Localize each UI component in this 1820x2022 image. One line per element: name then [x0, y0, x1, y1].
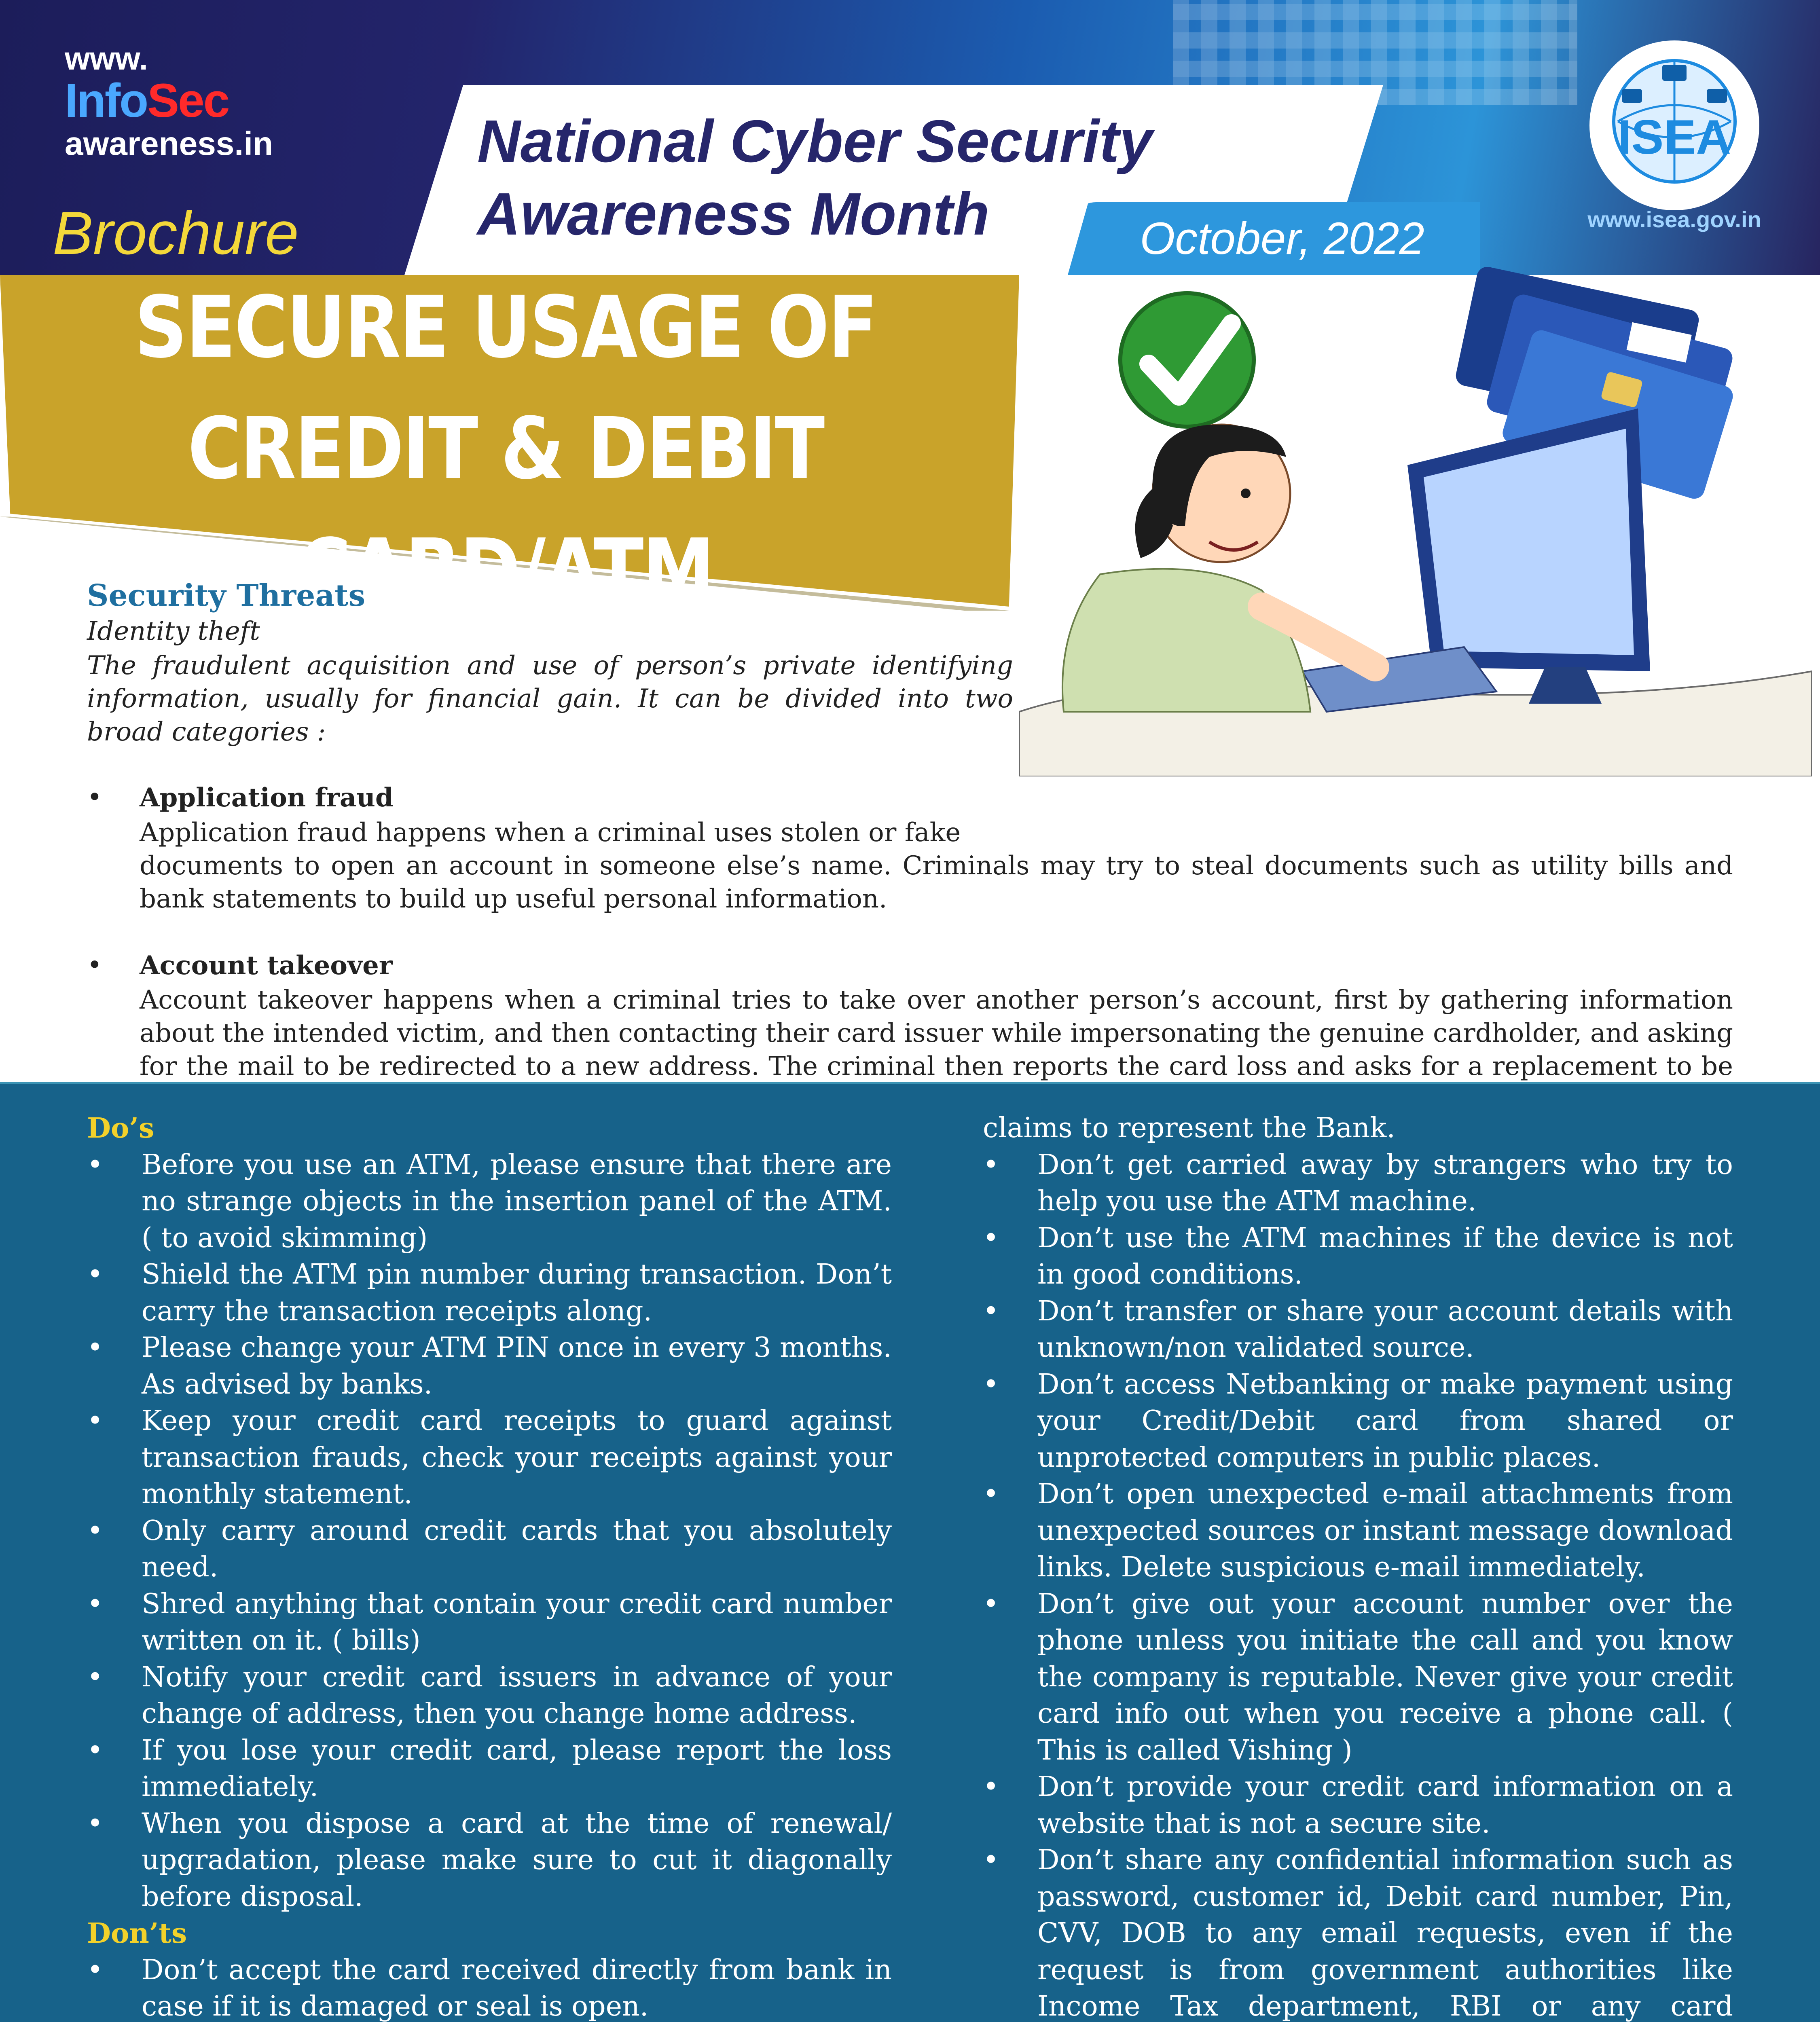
application-fraud-text: documents to open an account in someone else’s name. Criminals may try to steal documents such as utility bills and bank statements to build up useful personal information. [140, 851, 1733, 914]
woman-using-computer-illustration [1019, 267, 1812, 776]
list-item: • Notify your credit card issuers in advance of your change of address, then you change home address. [87, 1659, 892, 1732]
dos-heading: Do’s [87, 1112, 154, 1144]
list-item: • Don’t accept the card received directly from bank in case if it is damaged or seal is open. [87, 1952, 892, 2022]
list-item: • Don’t get carried away by strangers who try to help you use the ATM machine. [983, 1147, 1733, 1220]
section-title-security-threats: Security Threats [87, 578, 366, 613]
date-label: October, 2022 [1140, 213, 1424, 264]
dos-list [87, 1147, 892, 1916]
logo-brand: InfoSec [65, 74, 229, 127]
list-item: • Don’t transfer or share your account details with unknown/non validated source. [983, 1293, 1733, 1366]
list-item: • If you lose your credit card, please report the loss immediately. [87, 1732, 892, 1806]
list-item: • Before you use an ATM, please ensure that there are no strange objects in the insertion panel of the ATM. ( to avoid skimming) [87, 1147, 892, 1257]
list-item-continuation: claims to represent the Bank. [983, 1112, 1395, 1144]
account-takeover-title: Account takeover [140, 950, 393, 981]
identity-theft-title: Identity theft [87, 616, 260, 646]
list-item: • Shield the ATM pin number during transaction. Don’t carry the transaction receipts along. [87, 1256, 892, 1330]
isea-logo-text: ISEA [1617, 110, 1731, 164]
bullet-icon: • [87, 950, 102, 980]
brochure-label: Brochure [53, 199, 299, 267]
list-item: • Don’t use the ATM machines if the device is not in good conditions. [983, 1220, 1733, 1293]
infosec-awareness-logo[interactable] [65, 40, 315, 174]
application-fraud-title: Application fraud [140, 783, 394, 813]
bullet-icon: • [87, 783, 102, 812]
list-item: • Don’t access Netbanking or make payment using your Credit/Debit card from shared or unprotected computers in public places. [983, 1366, 1733, 1476]
logo-awareness: awareness.in [65, 125, 273, 162]
list-item: • Don’t provide your credit card information on a website that is not a secure site. [983, 1769, 1733, 1842]
banner-title: SECURE USAGE OF CREDIT & DEBIT CARD/ATM [134, 278, 877, 620]
list-item: • Only carry around credit cards that you absolutely need. [87, 1513, 892, 1586]
list-item: • Please change your ATM PIN once in every 3 months. As advised by banks. [87, 1330, 892, 1403]
identity-theft-description: The fraudulent acquisition and use of person’s private identifying information, usually for financial gain. It can be divided into two broad categories : [87, 651, 1013, 747]
logo-www: www. [65, 40, 148, 76]
donts-list-left [87, 1952, 892, 2022]
list-item: • Don’t share any confidential information such as password, customer id, Debit card number, Pin, CVV, DOB to any email requests, even if the request is from government authorities like Income Tax department, RBI or any card [983, 1842, 1733, 2022]
list-item: • Don’t open unexpected e-mail attachments from unexpected sources or instant message download links. Delete suspicious e-mail immediately. [983, 1476, 1733, 1586]
checkmark-icon [1120, 293, 1254, 427]
list-item: • When you dispose a card at the time of renewal/ upgradation, please make sure to cut it diagonally before disposal. [87, 1806, 892, 1916]
list-item: • Don’t give out your account number over the phone unless you initiate the call and you know the company is reputable. Never give your credit card info out when you receive a phone call. ( This is called Vishing ) [983, 1586, 1733, 1769]
dos-donts-left-column [87, 1110, 892, 2022]
account-takeover-text: Account takeover happens when a criminal tries to take over another person’s account, first by gathering information about the intended victim, and then contacting their card issuer while impersonating the genuine cardholder, and asking for the mail to be redirected to a new address. The criminal then reports the card loss and asks for a replacement to be [140, 985, 1733, 1081]
donts-list-right [983, 1147, 1733, 2022]
page-title: National Cyber Security Awareness Month [477, 108, 1153, 247]
list-item: • Shred anything that contain your credit card number written on it. ( bills) [87, 1586, 892, 1659]
list-item: • Keep your credit card receipts to guard against transaction frauds, check your receipts against your monthly statement. [87, 1403, 892, 1513]
donts-right-column [983, 1110, 1733, 2022]
application-fraud-text-line1: Application fraud happens when a criminal uses stolen or fake [140, 818, 961, 848]
isea-url[interactable]: www.isea.gov.in [1587, 207, 1761, 232]
donts-heading: Don’ts [87, 1917, 187, 1950]
